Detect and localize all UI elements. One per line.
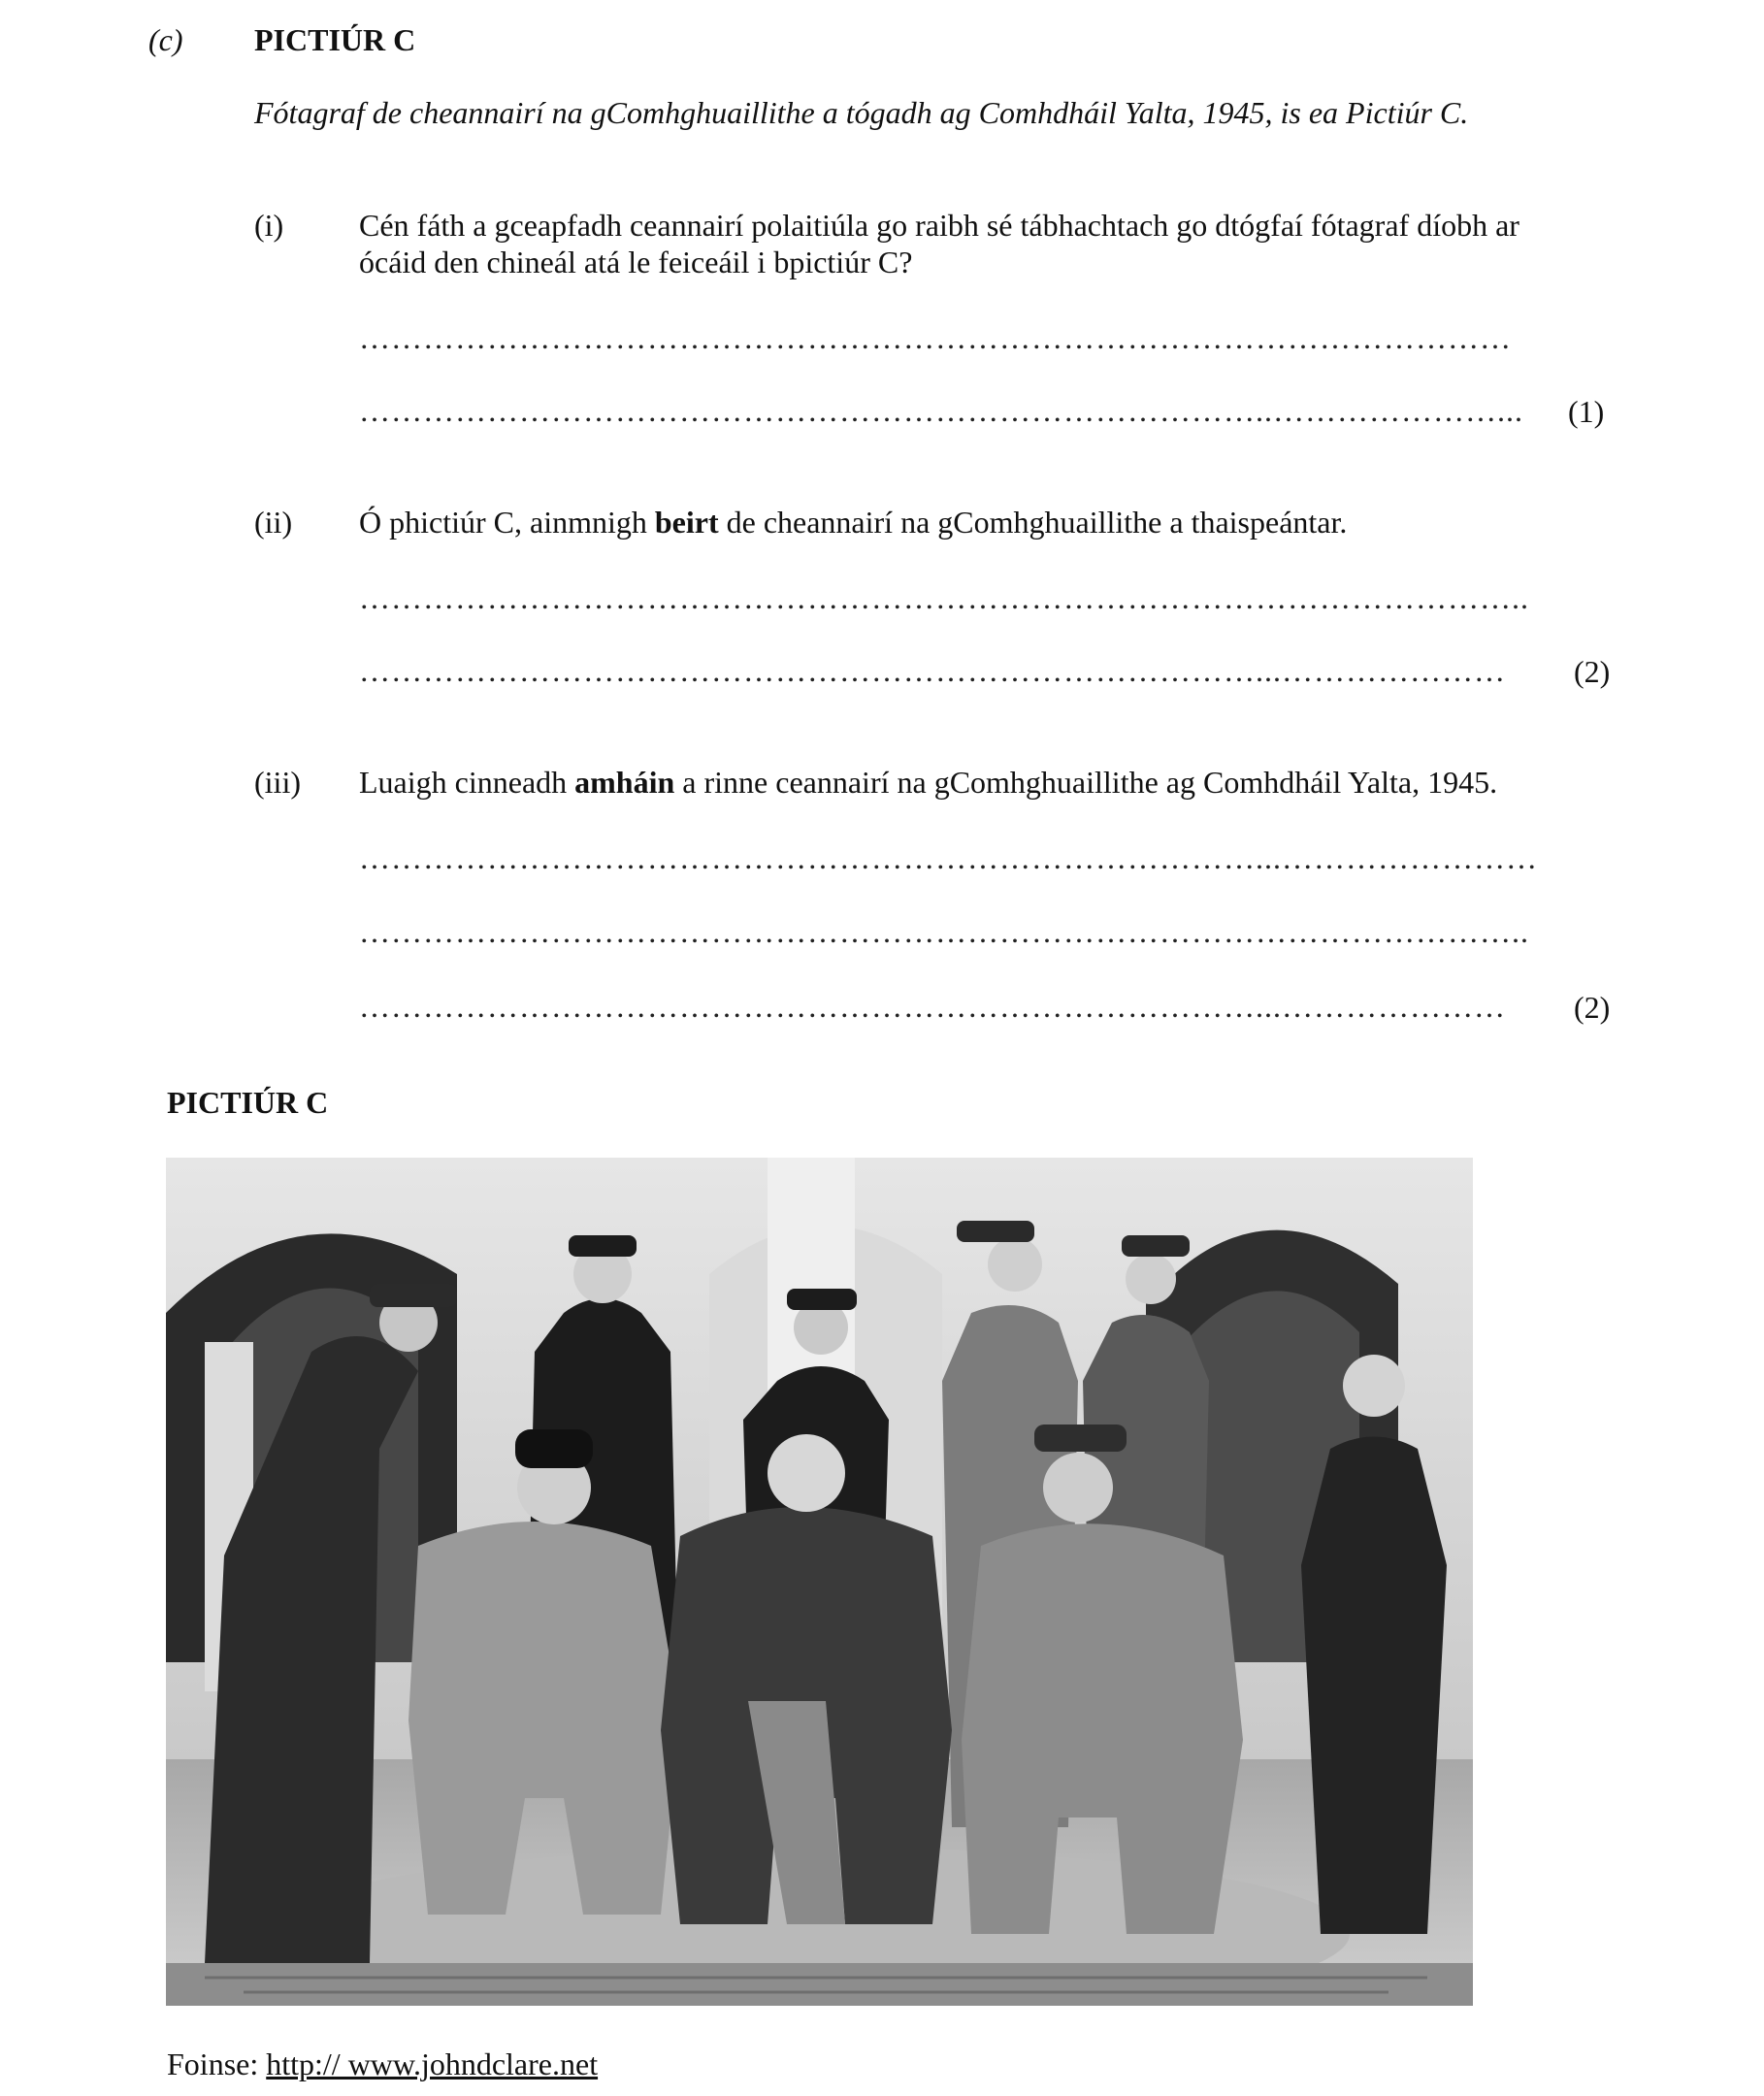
question-number: (i) xyxy=(254,208,284,243)
picture-caption: PICTIÚR C xyxy=(167,1085,329,1120)
question-text-line: ócáid den chineál atá le feiceáil i bpictiúr C? xyxy=(359,245,913,279)
answer-line[interactable]: ……………………………………………………………………………………………….. xyxy=(359,914,1529,949)
marks-label: (2) xyxy=(1574,990,1611,1025)
part-label: (c) xyxy=(148,22,183,57)
question-text-part: de cheannairí na gComhghuaillithe a thaispeántar. xyxy=(718,505,1348,540)
source-label: Foinse: xyxy=(167,2047,267,2081)
part-heading: PICTIÚR C xyxy=(254,22,416,57)
question-text-part: Luaigh cinneadh xyxy=(359,765,575,800)
question-number: (ii) xyxy=(254,505,293,540)
part-intro: Fótagraf de cheannairí na gComhghuaillithe a tógadh ag Comhdháil Yalta, 1945, is ea Pictiúr C. xyxy=(254,95,1469,130)
question-emphasis: amháin xyxy=(574,765,675,800)
question-text-part: a rinne ceannairí na gComhghuaillithe ag Comhdháil Yalta, 1945. xyxy=(674,765,1498,800)
marks-label: (2) xyxy=(1574,654,1611,689)
question-text xyxy=(359,764,1497,801)
yalta-conference-photo xyxy=(166,1158,1473,2006)
question-text-line: Cén fáth a gceapfadh ceannairí polaitiúla go raibh sé tábhachtach go dtógfaí fótagraf díobh ar xyxy=(359,208,1519,243)
question-text-part: Ó phictiúr C, ainmnigh xyxy=(359,505,655,540)
answer-line[interactable]: …………………………………………………………………………...………………… xyxy=(359,989,1506,1024)
marks-label: (1) xyxy=(1568,394,1605,429)
source-link[interactable]: http:// www.johndclare.net xyxy=(266,2047,599,2081)
question-text xyxy=(359,504,1347,540)
source-line xyxy=(167,2046,598,2082)
question-number: (iii) xyxy=(254,765,301,800)
question-emphasis: beirt xyxy=(654,505,719,540)
answer-line[interactable]: …………………………………………………………………………...………………… xyxy=(359,653,1506,688)
answer-line[interactable]: ……………………………………………………………………………………………….. xyxy=(359,580,1529,615)
answer-line[interactable]: …………………………………………………………………………...…………………… xyxy=(359,840,1538,875)
answer-line[interactable]: …………………………………………………………………………..…………………... xyxy=(359,393,1523,428)
answer-line[interactable]: ……………………………………………………………………………………………… xyxy=(359,320,1512,355)
